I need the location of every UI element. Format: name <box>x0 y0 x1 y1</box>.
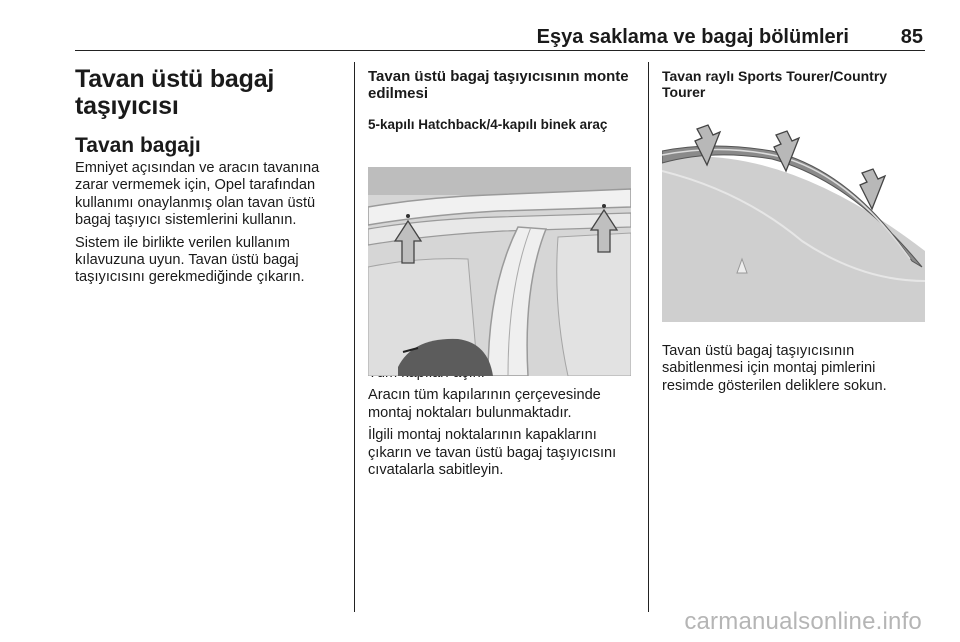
column-divider <box>354 62 355 612</box>
header-title: Eşya saklama ve bagaj bölümleri <box>536 26 849 48</box>
page-number: 85 <box>900 26 923 48</box>
header-rule <box>75 50 925 51</box>
section-subtitle: 5-kapılı Hatchback/4-kapılı binek araç <box>368 117 608 132</box>
column-1 <box>75 58 343 287</box>
section-title: Tavan raylı Sports Tourer/Country Tourer <box>662 68 888 100</box>
roof-rail-drawing <box>662 111 925 322</box>
page-header <box>75 26 925 48</box>
subheading: Tavan bagajı <box>75 134 201 157</box>
section-title: Tavan üstü bagaj taşıyıcısı <box>75 65 275 120</box>
paragraph: Aracın tüm kapılarının çerçevesinde montaj noktaları bulunmaktadır. <box>368 387 601 421</box>
column-divider <box>648 62 649 612</box>
door-frame-mounting-illustration <box>368 167 631 376</box>
paragraph: Emniyet açısından ve aracın tavanına zarar vermemek için, Opel tarafından kullanımı onaylanmış olan tavan üstü bagaj taşıyıcı sistemlerini kullanın. <box>75 160 320 229</box>
watermark: carmanualsonline.info <box>684 608 922 635</box>
paragraph: İlgili montaj noktalarının kapaklarını çıkarın ve tavan üstü bagaj taşıyıcısını cıvatalarla sabitleyin. <box>368 427 617 479</box>
roof-rail-illustration <box>662 111 925 322</box>
section-title: Tavan üstü bagaj taşıyıcısının monte edilmesi <box>368 68 629 102</box>
paragraph: Sistem ile birlikte verilen kullanım kılavuzuna uyun. Tavan üstü bagaj taşıyıcısını gerekmediğinde çıkarın. <box>75 234 305 286</box>
paragraph: Tavan üstü bagaj taşıyıcısının sabitlenmesi için montaj pimlerini resimde gösterilen deliklere sokun. <box>662 343 887 394</box>
door-frame-drawing <box>368 167 631 376</box>
